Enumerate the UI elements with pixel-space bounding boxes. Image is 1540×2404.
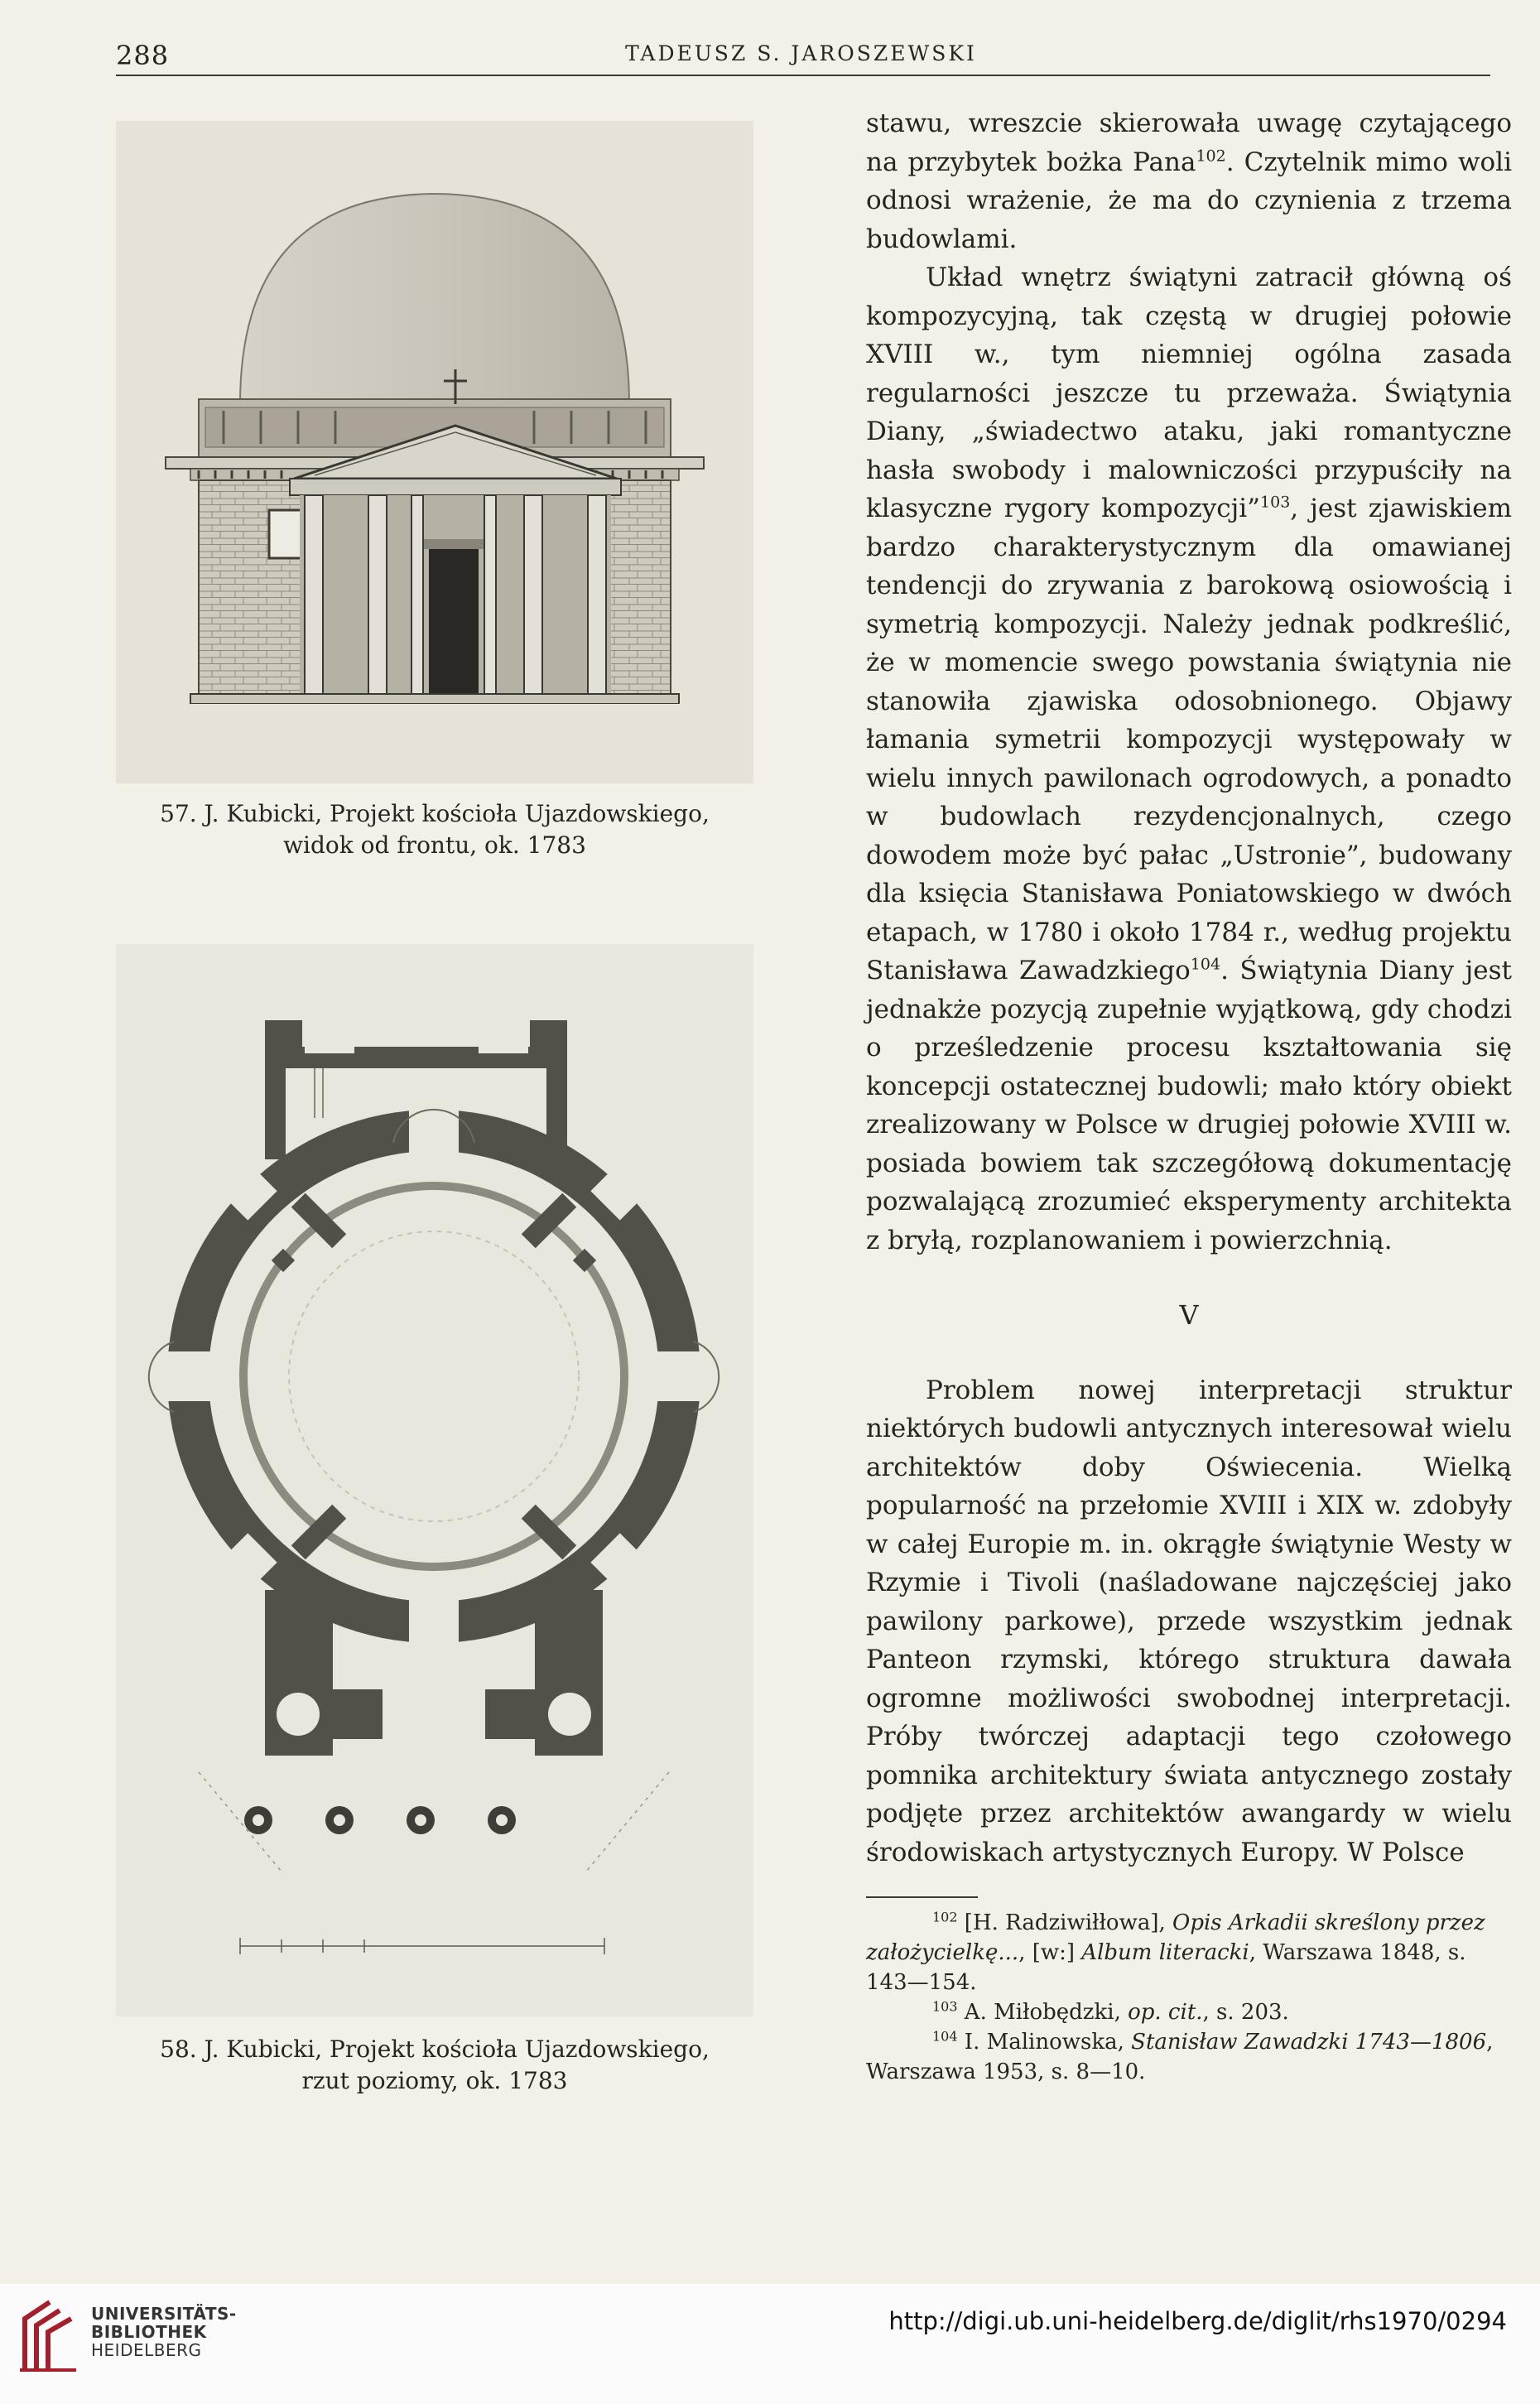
caption-line: 58. J. Kubicki, Projekt kościoła Ujazdowskiego, bbox=[160, 2035, 710, 2063]
elevation-drawing bbox=[116, 121, 753, 783]
footnotes bbox=[866, 1908, 1512, 2087]
library-logo-icon bbox=[17, 2294, 83, 2377]
paragraph: Problem nowej interpretacji struktur niektórych budowli antycznych interesował wielu architektów doby Oświecenia. Wielką popularność na przełomie XVIII i XIX w. zdobyły w całej Europie m. in. okrągłe świątynie Westy w Rzymie i Tivoli (naśladowane najczęściej jako pawilony parkowe), przede wszystkim jednak Panteon rzymski, którego struktura dawała ogromne możliwości swobodnej interpretacji. Próby twórczej adaptacji tego czołowego pomnika architektury świata antycznego zostały podjęte przez architektów awangardy w wielu środowiskach artystycznych Europy. W Polsce bbox=[866, 1375, 1512, 1867]
caption-line: widok od frontu, ok. 1783 bbox=[283, 831, 586, 859]
library-name: UNIVERSITÄTS- BIBLIOTHEK HEIDELBERG bbox=[91, 2304, 237, 2360]
figure-57-caption bbox=[116, 798, 753, 861]
footnote-ref[interactable]: 102 bbox=[1196, 147, 1226, 166]
figure-58-caption bbox=[116, 2034, 753, 2097]
footnote-rule bbox=[866, 1896, 978, 1898]
footnote-ref[interactable]: 104 bbox=[1190, 955, 1221, 974]
figure-front-elevation bbox=[116, 121, 753, 783]
header-rule bbox=[116, 75, 1490, 76]
paragraph: Układ wnętrz świątyni zatracił główną oś kompozycyjną, tak częstą w drugiej połowie XVIII w., tym niemniej ogólna zasada regularności jeszcze tu przeważa. Świątynia Diany, „świadectwo ataku, jaki romantyczne hasła swobody i malowniczości przypuściły na klasyczne rygory kompozycji”$^{103}$, jest zjawiskiem bardzo charakterystycznym dla omawianej tendencji do zrywania z barokową osiowością i symetrią kompozycji. Należy jednak podkreślić, że w momencie swego powstania świątynia nie stanowiła zjawiska odosobnionego. Objawy łamania symetrii kompozycji występowały w wielu innych pawilonach ogrodowych, a ponadto w budowlach rezydencjonalnych, czego dowodem może być pałac „Ustronie”, budowany dla księcia Stanisława Poniatowskiego w dwóch etapach, w 1780 i około 1784 r., według projektu Stanisława Zawadzkiego$^{104}$. Świątynia Diany jest jednakże pozycją zupełnie wyjątkową, gdy chodzi o prześledzenie procesu kształtowania się koncepcji ostatecznej budowli; mało który obiekt zrealizowany w Polsce w drugiej połowie XVIII w. posiada bowiem tak szczegółową dokumentację pozwalającą zrozumieć eksperymenty architekta z bryłą, rozplanowaniem i powierzchnią. bbox=[866, 263, 1512, 1255]
footnote-102: $^{102}$ [H. Radziwiłłowa], Opis Arkadii skreślony przez założycielkę..., [w:] Album literacki, Warszawa 1848, s. 143—154. bbox=[866, 1909, 1485, 1995]
body-text bbox=[866, 104, 1512, 1872]
source-url[interactable]: http://digi.ub.uni-heidelberg.de/diglit/rhs1970/0294 bbox=[888, 2307, 1507, 2335]
footnote-ref[interactable]: 103 bbox=[1260, 493, 1291, 512]
section-heading: V bbox=[1179, 1299, 1199, 1331]
running-head: TADEUSZ S. JAROSZEWSKI bbox=[625, 41, 977, 65]
figure-floor-plan bbox=[116, 944, 753, 2016]
footnote-103: $^{103}$ A. Miłobędzki, op. cit., s. 203. bbox=[932, 1998, 1289, 2025]
page-number: 288 bbox=[116, 40, 170, 71]
library-footer bbox=[0, 2284, 1540, 2404]
caption-line: rzut poziomy, ok. 1783 bbox=[301, 2067, 568, 2094]
page-header bbox=[116, 40, 1486, 78]
paragraph: stawu, wreszcie skierowała uwagę czytającego na przybytek bożka Pana$^{102}$. Czytelnik mimo woli odnosi wrażenie, że ma do czynienia z trzema budowlami. bbox=[866, 108, 1512, 254]
floor-plan-drawing bbox=[116, 944, 753, 2016]
footnote-104: $^{104}$ I. Malinowska, Stanisław Zawadzki 1743—1806, Warszawa 1953, s. 8—10. bbox=[866, 2028, 1494, 2084]
caption-line: 57. J. Kubicki, Projekt kościoła Ujazdowskiego, bbox=[160, 800, 710, 827]
